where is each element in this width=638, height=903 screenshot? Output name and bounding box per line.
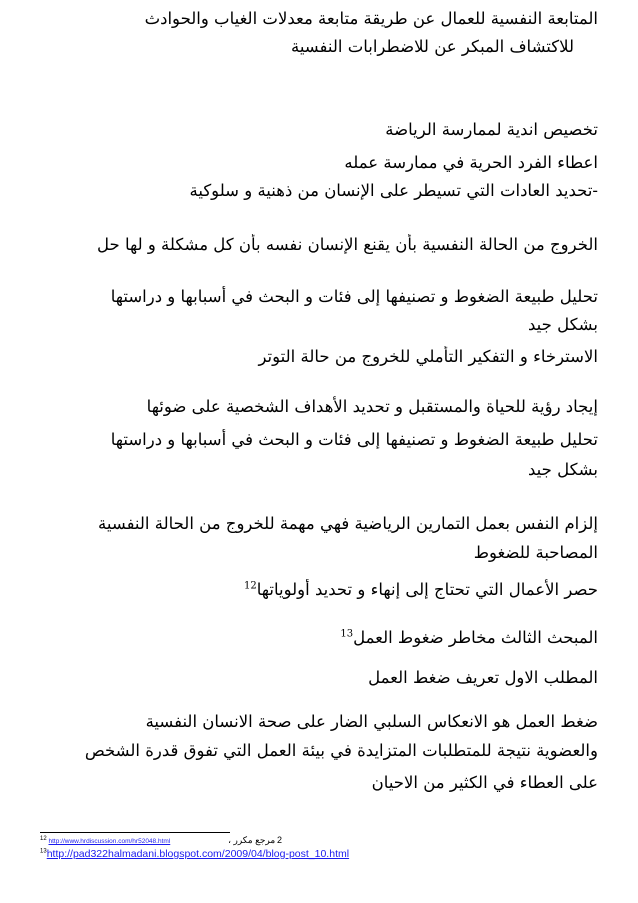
- text-line-2: للاكتشاف المبكر عن للاضطرابات النفسية: [290, 37, 574, 56]
- text-line-18: ضغط العمل هو الانعكاس السلبي الضار على صحة الانسان النفسية: [145, 712, 598, 731]
- footnote-13-marker: 13: [40, 848, 47, 855]
- footnote-separator: [40, 832, 230, 833]
- footnote-12-link[interactable]: http://www.hrdiscussion.com/hr52048.html: [48, 838, 171, 845]
- footnote-12-trail: 2: [277, 835, 283, 845]
- text-line-13: إلزام النفس بعمل التمارين الرياضية فهي مهمة للخروج من الحالة النفسية: [98, 514, 598, 533]
- footnote-ref-13: 13: [340, 628, 354, 640]
- footnote-12: [40, 835, 282, 846]
- text-line-14: المصاحبة للضغوط: [473, 543, 598, 562]
- text-line-15-body: حصر الأعمال التي تحتاج إلى إنهاء و تحديد أولوياتها: [256, 580, 598, 599]
- footnote-ref-12: 12: [244, 580, 257, 592]
- text-line-5: -تحديد العادات التي تسيطر على الإنسان من ذهنية و سلوكية: [189, 181, 598, 200]
- text-line-8: بشكل جيد: [527, 315, 598, 334]
- text-line-19: والعضوية نتيجة للمتطلبات المتزايدة في بيئة العمل التي تفوق قدرة الشخص: [84, 741, 598, 760]
- footnote-13-link[interactable]: http://pad322halmadani.blogspot.com/2009/04/blog-post_10.html: [46, 848, 350, 860]
- section-heading: [40, 627, 598, 649]
- text-line-10: إيجاد رؤية للحياة والمستقبل و تحديد الأهداف الشخصية على ضوئها: [146, 397, 598, 416]
- footnote-12-suffix: مرجع مكرر ،: [228, 835, 276, 845]
- section-heading-text: المبحث الثالث مخاطر ضغوط العمل: [353, 628, 598, 647]
- subsection-heading: المطلب الاول تعريف ضغط العمل: [368, 668, 598, 687]
- text-line-12: بشكل جيد: [527, 460, 598, 479]
- text-line-20: على العطاء في الكثير من الاحيان: [371, 773, 598, 792]
- footnote-13: [40, 848, 349, 860]
- text-line-9: الاسترخاء و التفكير التأملي للخروج من حالة التوتر: [258, 347, 598, 366]
- text-line-7: تحليل طبيعة الضغوط و تصنيفها إلى فئات و البحث في أسبابها و دراستها: [110, 287, 598, 306]
- text-line-3: تخصيص اندية لممارسة الرياضة: [385, 120, 598, 139]
- text-line-4: اعطاء الفرد الحرية في ممارسة عمله: [344, 153, 598, 172]
- text-line-6: الخروج من الحالة النفسية بأن يقنع الإنسان نفسه بأن كل مشكلة و لها حل: [97, 235, 598, 254]
- text-line-1: المتابعة النفسية للعمال عن طريقة متابعة معدلات الغياب والحوادث: [144, 9, 598, 28]
- text-line-15: [40, 579, 598, 601]
- footnote-12-marker: 12: [40, 835, 47, 842]
- text-line-11: تحليل طبيعة الضغوط و تصنيفها إلى فئات و البحث في أسبابها و دراستها: [110, 430, 598, 449]
